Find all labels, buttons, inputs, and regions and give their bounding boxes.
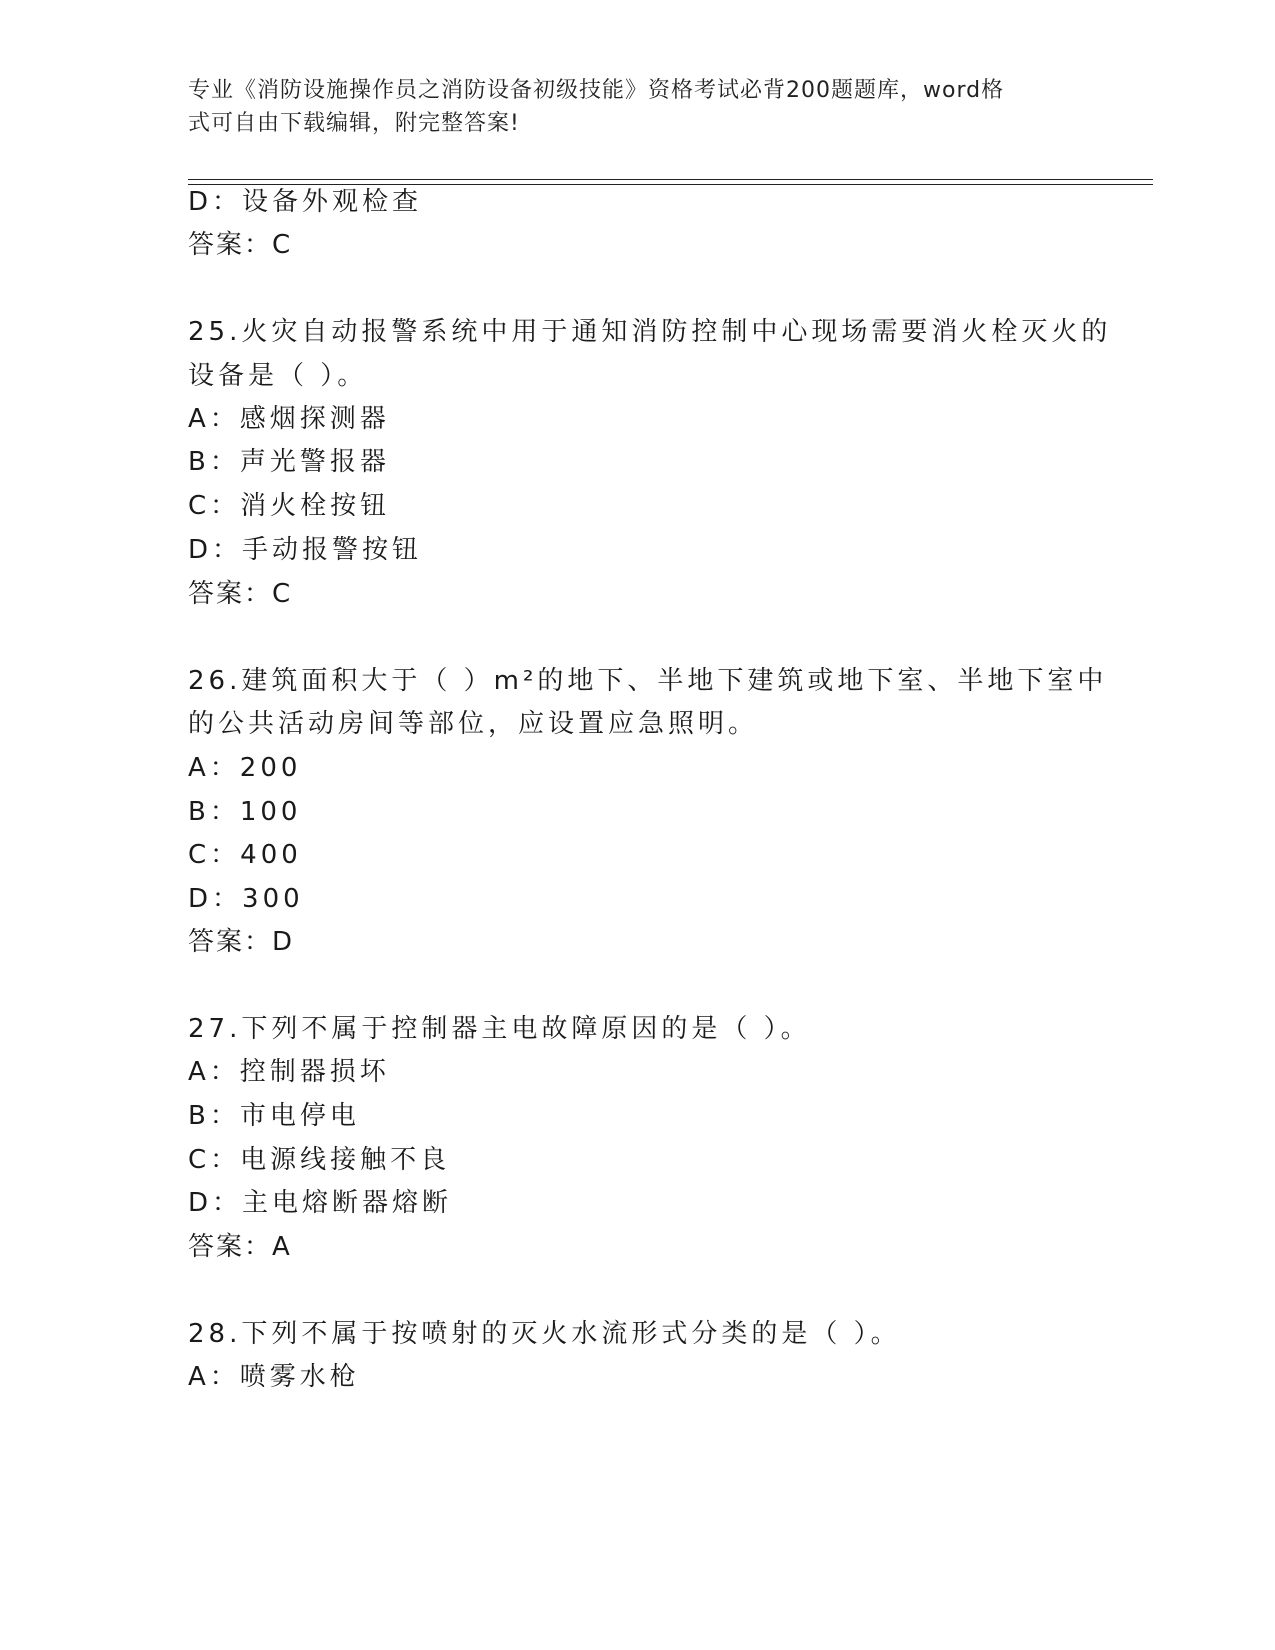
q27-option-b: B：市电停电	[188, 1101, 360, 1131]
q25-option-d: D：手动报警按钮	[188, 535, 423, 565]
q26-stem-line-2: 的公共活动房间等部位，应设置应急照明。	[188, 709, 759, 739]
q27-option-a: A：控制器损坏	[188, 1057, 390, 1087]
header-divider-bottom	[188, 184, 1153, 185]
q25-stem-line-2: 设备是（ ）。	[188, 361, 368, 391]
prev-option-d: D：设备外观检查	[188, 187, 423, 217]
q28-stem-line-1: 28.下列不属于按喷射的灭火水流形式分类的是（ ）。	[188, 1319, 901, 1349]
q25-option-c: C：消火栓按钮	[188, 491, 391, 521]
q28-option-a: A：喷雾水枪	[188, 1362, 360, 1392]
q25-stem-line-1: 25.火灾自动报警系统中用于通知消防控制中心现场需要消火栓灭火的	[188, 317, 1112, 347]
q26-answer: 答案：D	[188, 927, 295, 957]
prev-answer: 答案：C	[188, 230, 293, 260]
header-divider-top	[188, 179, 1153, 180]
q25-option-b: B：声光警报器	[188, 447, 390, 477]
q27-answer: 答案：A	[188, 1232, 292, 1262]
header-line-2: 式可自由下载编辑，附完整答案!	[188, 111, 520, 136]
q26-option-a: A：200	[188, 753, 302, 783]
q27-option-c: C：电源线接触不良	[188, 1145, 451, 1175]
q26-option-d: D：300	[188, 884, 304, 914]
q25-answer: 答案：C	[188, 579, 293, 609]
q27-option-d: D：主电熔断器熔断	[188, 1188, 453, 1218]
q25-option-a: A：感烟探测器	[188, 404, 390, 434]
q26-option-b: B：100	[188, 797, 302, 827]
q26-stem-line-1: 26.建筑面积大于（ ）m²的地下、半地下建筑或地下室、半地下室中	[188, 666, 1108, 696]
q26-option-c: C：400	[188, 840, 302, 870]
q27-stem-line-1: 27.下列不属于控制器主电故障原因的是（ ）。	[188, 1014, 811, 1044]
header-line-1: 专业《消防设施操作员之消防设备初级技能》资格考试必背200题题库，word格	[188, 78, 1005, 103]
document-header	[188, 74, 1068, 140]
